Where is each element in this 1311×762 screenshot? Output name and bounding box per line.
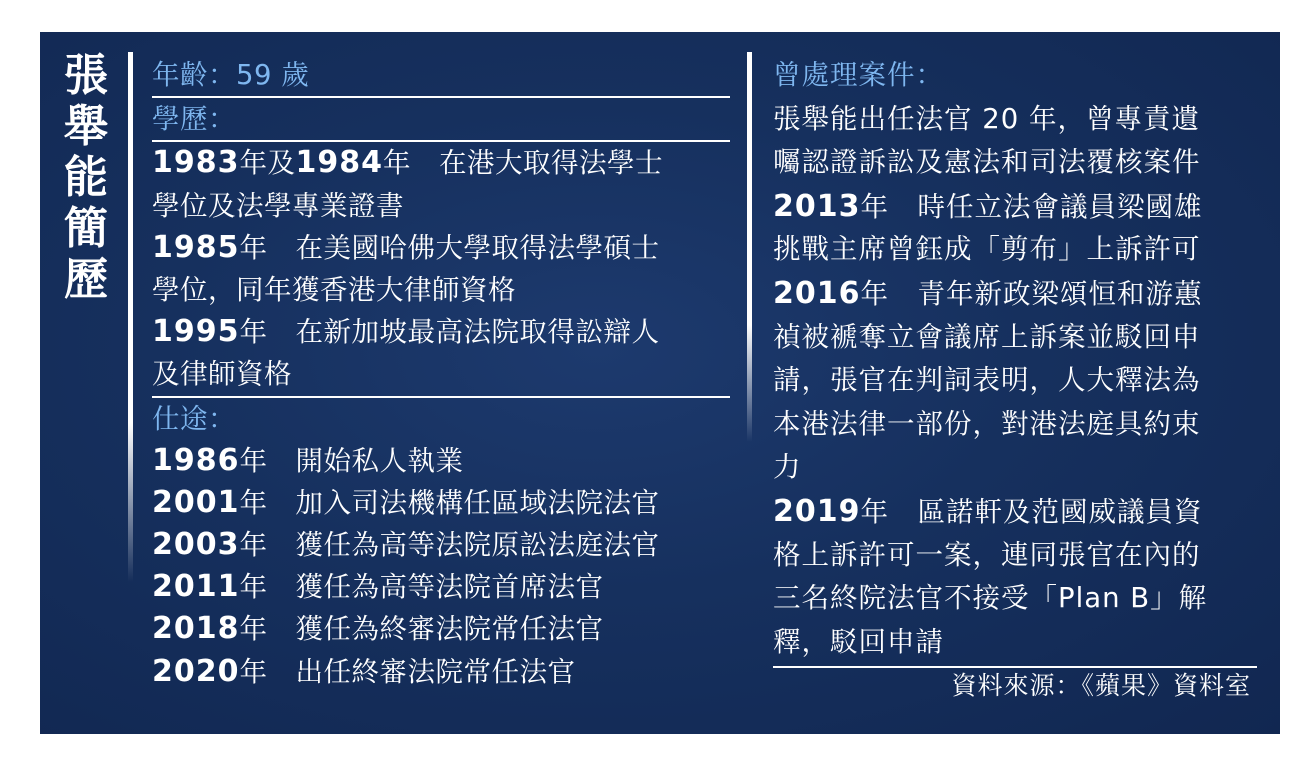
year: 2019 — [773, 493, 861, 529]
vertical-title: 張舉能簡歷 — [64, 50, 108, 305]
bio-panel — [40, 32, 1280, 734]
year: 1984 — [295, 145, 383, 181]
entry-text: 年 區諾軒及范國威議員資 — [860, 495, 1203, 528]
entry-text: 年 在港大取得法學士 — [383, 147, 663, 180]
year-joiner: 年及 — [239, 147, 296, 180]
case-entry-cont: 請，張官在判詞表明，人大釋法為 — [773, 364, 1201, 397]
education-entry-cont: 學位，同年獲香港大律師資格 — [152, 273, 516, 306]
cases-heading: 曾處理案件： — [773, 59, 944, 91]
year: 1995 — [152, 314, 240, 350]
entry-text: 年 獲任為高等法院原訟法庭法官 — [239, 529, 660, 562]
entry-text: 年 加入司法機構任區域法院法官 — [239, 486, 660, 519]
case-entry — [773, 272, 1257, 316]
case-entry-cont: 三名終院法官不接受「Plan B」解 — [773, 582, 1208, 615]
year: 2013 — [773, 188, 861, 224]
entry-text: 年 在新加坡最高法院取得訟辯人 — [239, 316, 660, 349]
education-entry-cont: 及律師資格 — [152, 353, 730, 397]
case-entry — [773, 490, 1257, 534]
education-entry-cont: 學位及法學專業證書 — [152, 189, 404, 222]
entry-text: 年 獲任為終審法院常任法官 — [239, 613, 604, 646]
career-entry — [152, 651, 730, 693]
divider-middle — [747, 52, 752, 442]
cases-intro: 張舉能出任法官 20 年，曾專責遺 — [773, 102, 1200, 135]
entry-text: 年 出任終審法院常任法官 — [239, 655, 576, 688]
year: 2016 — [773, 275, 861, 311]
education-entry — [152, 227, 730, 269]
case-entry-cont: 禎被褫奪立會議席上訴案並駁回申 — [773, 320, 1201, 353]
entry-text: 年 獲任為高等法院首席法官 — [239, 571, 604, 604]
entry-text: 年 在美國哈佛大學取得法學碩士 — [239, 231, 660, 264]
case-entry-cont: 釋，駁回申請 — [773, 625, 944, 658]
year: 2003 — [152, 527, 240, 563]
cases-intro: 囑認證訴訟及憲法和司法覆核案件 — [773, 146, 1201, 179]
education-entry — [152, 311, 730, 353]
case-entry — [773, 185, 1257, 229]
career-entry — [152, 524, 730, 566]
year: 2018 — [152, 611, 240, 647]
career-entry — [152, 608, 730, 650]
year: 1983 — [152, 145, 240, 181]
education-heading: 學歷： — [152, 98, 730, 142]
career-entry — [152, 482, 730, 524]
career-entry — [152, 440, 730, 482]
education-entry — [152, 142, 730, 184]
year: 2011 — [152, 569, 240, 605]
source-credit: 資料來源：《蘋果》資料室 — [951, 671, 1251, 701]
career-heading: 仕途： — [152, 402, 236, 435]
entry-text: 年 開始私人執業 — [239, 444, 464, 477]
year: 2001 — [152, 484, 240, 520]
case-entry-cont: 挑戰主席曾鈺成「剪布」上訴許可 — [773, 233, 1201, 266]
entry-text: 年 青年新政梁頌恒和游蕙 — [860, 277, 1203, 310]
year: 1986 — [152, 442, 240, 478]
divider-left — [128, 52, 133, 582]
left-column — [152, 54, 730, 693]
case-entry-cont: 力 — [773, 451, 802, 484]
case-entry-cont: 格上訴許可一案，連同張官在內的 — [773, 538, 1201, 571]
year: 2020 — [152, 653, 240, 689]
case-entry-cont: 本港法律一部份，對港法庭具約束 — [773, 407, 1201, 440]
year: 1985 — [152, 229, 240, 265]
age-line: 年齡：59 歲 — [152, 54, 730, 98]
career-entry — [152, 566, 730, 608]
entry-text: 年 時任立法會議員梁國雄 — [860, 190, 1203, 223]
right-column — [773, 54, 1257, 704]
